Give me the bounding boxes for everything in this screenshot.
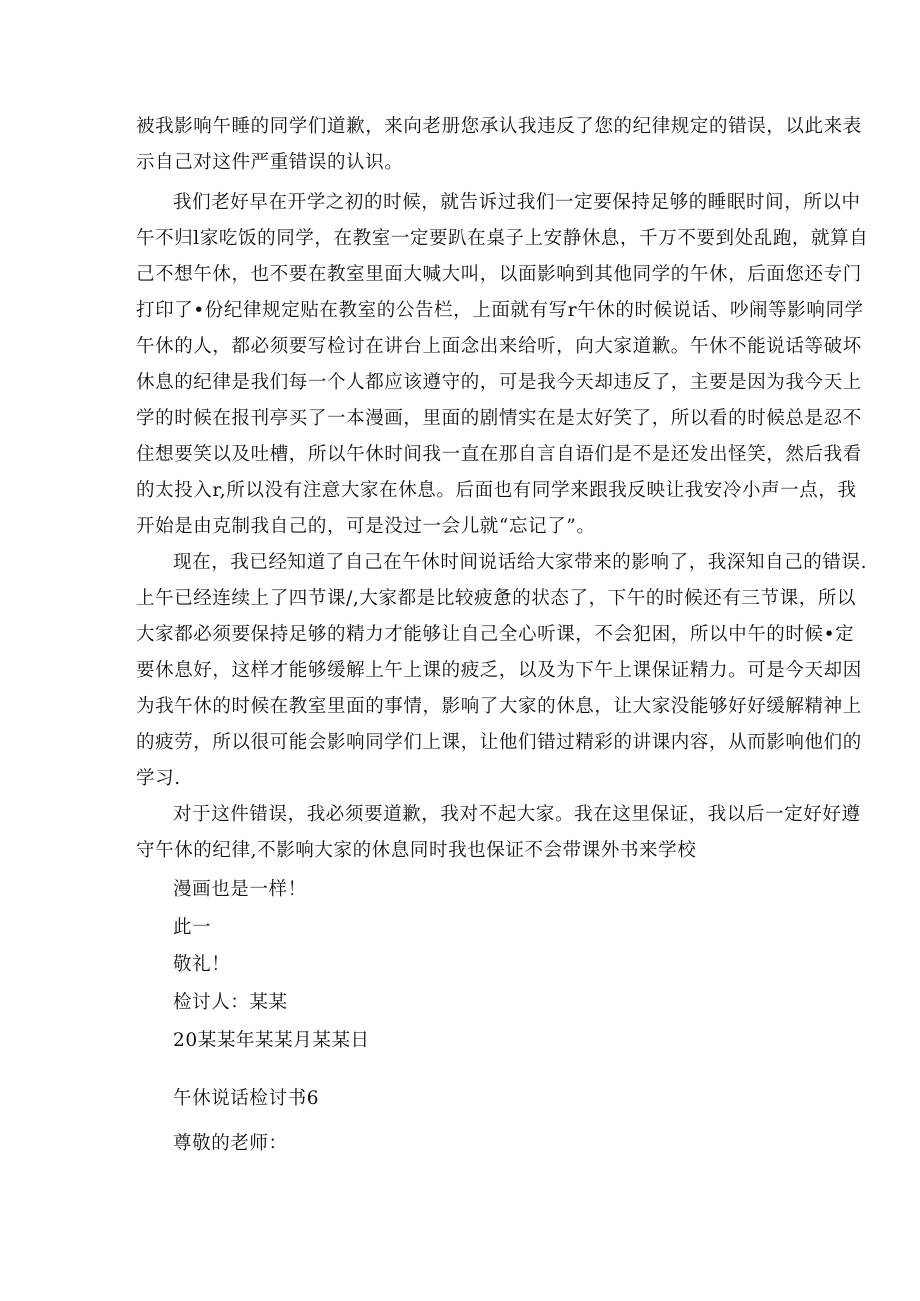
text-line: 为我午休的时候在教室里面的事情，影响了大家的休息，让大家没能够好好缓解精神上 — [136, 696, 862, 717]
text-line: 的太投入r,所以没有注意大家在休息。后面也有同学来跟我反映让我安冷小声一点，我 — [136, 480, 857, 501]
date-line: 20某某年某某月某某日 — [173, 1030, 370, 1051]
text-line: 休息的纪律是我们每一个人都应该遵守的，可是我今天却违反了，主要是因为我今天上 — [136, 372, 862, 393]
text-line: 上午已经连续上了四节课/,大家都是比较疲惫的状态了，下午的时候还有三节课，所以 — [136, 588, 857, 609]
text-line: 漫画也是一样！ — [173, 879, 307, 900]
text-line: 此一 — [173, 917, 212, 938]
text-line: 敬礼！ — [173, 954, 231, 975]
text-line: 住想要笑以及吐槽，所以午休时间我一直在那自言自语们是不是还发出怪笑，然后我看 — [136, 444, 862, 465]
text-line: 守午休的纪律,不影响大家的休息同时我也保证不会带课外书来学校 — [136, 840, 697, 861]
text-line: 要休息好，这样才能够缓解上午上课的疲乏，以及为下午上课保证精力。可是今天却因 — [136, 660, 862, 681]
text-line: 打印了•份纪律规定贴在教室的公告栏，上面就有写r午休的时候说话、吵闹等影响同学 — [136, 300, 864, 321]
text-line: 示自己对这件严重错误的认识。 — [136, 152, 404, 173]
text-line: 现在，我已经知道了自己在午休时间说话给大家带来的影响了，我深知自己的错误. — [173, 552, 868, 573]
section-title: 午休说话检讨书6 — [173, 1088, 320, 1109]
text-line: 对于这件错误，我必须要道歉，我对不起大家。我在这里保证，我以后一定好好遵 — [173, 804, 861, 825]
salutation: 尊敬的老师： — [173, 1133, 288, 1154]
text-line: 学习. — [136, 768, 181, 789]
text-line: 开始是由克制我自己的，可是没过一会儿就“忘记了”。 — [136, 516, 596, 537]
text-line: 学的时候在报刊亭买了一本漫画，里面的剧情实在是太好笑了，所以看的时候总是忍不 — [136, 408, 862, 429]
text-line: 的疲劳，所以很可能会影响同学们上课，让他们错过精彩的讲课内容，从而影响他们的 — [136, 732, 862, 753]
text-line: 我们老好早在开学之初的时候，就告诉过我们一定要保持足够的睡眠时间，所以中 — [173, 192, 861, 213]
text-line: 被我影响午睡的同学们道歉，来向老册您承认我违反了您的纪律规定的错误，以此来表 — [136, 116, 862, 137]
text-line: 午不归l家吃饭的同学，在教室一定要趴在桌子上安静休息，千万不要到处乱跑，就算自 — [136, 228, 869, 249]
text-line: 午休的人，都必须要写检讨在讲台上面念出来给听，向大家道歉。午休不能说话等破坏 — [136, 336, 862, 357]
signature-line: 检讨人：某某 — [173, 992, 288, 1013]
text-line: 大家都必须要保持足够的精力才能够让自己全心听课，不会犯困，所以中午的时候•定 — [136, 624, 855, 645]
text-line: 己不想午休，也不要在教室里面大喊大叫，以面影响到其他同学的午休，后面您还专门 — [136, 264, 862, 285]
